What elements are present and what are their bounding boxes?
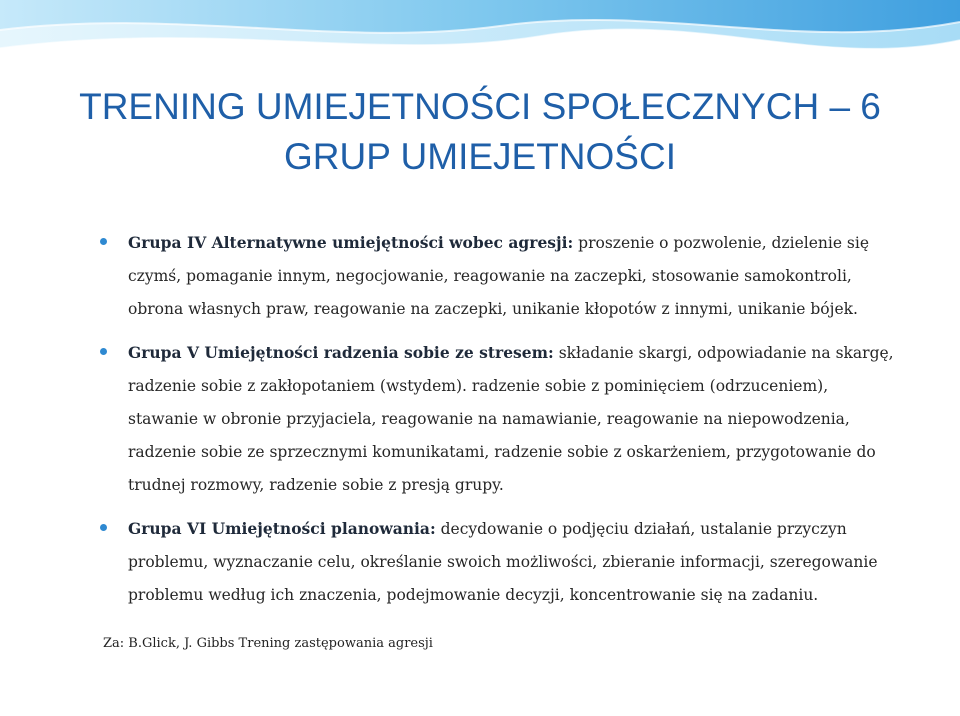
group-text: decydowanie o podjęciu działań, ustalanie przyczyn problemu, wyznaczanie celu, określanie swoich możliwości, zbieranie informacji, szeregowanie problemu według ich znaczenia, podejmowanie decyzji, koncentrowanie się na zadaniu. [128,520,878,604]
title-line-1: TRENING UMIEJETNOŚCI SPOŁECZNYCH – 6 [79,86,881,127]
list-item-group-iv [100,226,900,326]
group-text: proszenie o pozwolenie, dzielenie się czymś, pomaganie innym, negocjowanie, reagowanie na zaczepki, stosowanie samokontroli, obrona własnych praw, reagowanie na zaczepki, unikanie kłopotów z innymi, unikanie bójek. [128,234,870,318]
bullet-icon [100,238,107,245]
list-item-group-vi [100,512,900,612]
group-heading: Grupa V Umiejętności radzenia sobie ze stresem: [128,343,554,362]
bullet-icon [100,348,107,355]
bullet-icon [100,524,107,531]
group-heading: Grupa VI Umiejętności planowania: [128,519,436,538]
title-line-2: GRUP UMIEJETNOŚCI [284,136,676,177]
group-text: składanie skargi, odpowiadanie na skargę, radzenie sobie z zakłopotaniem (wstydem). radzenie sobie z pominięciem (odrzuceniem), stawanie w obronie przyjaciela, reagowanie na namawianie, reagowanie na niepowodzenia, radzenie sobie ze sprzecznymi komunikatami, radzenie sobie z oskarżeniem, przygotowanie do trudnej rozmowy, radzenie sobie z presją grupy. [128,344,894,494]
list-item-group-v [100,336,900,502]
decorative-wave-banner [0,0,960,78]
skill-groups-list [100,226,900,622]
slide-title [40,82,920,182]
group-heading: Grupa IV Alternatywne umiejętności wobec agresji: [128,233,574,252]
source-citation: Za: B.Glick, J. Gibbs Trening zastępowania agresji [103,636,433,651]
